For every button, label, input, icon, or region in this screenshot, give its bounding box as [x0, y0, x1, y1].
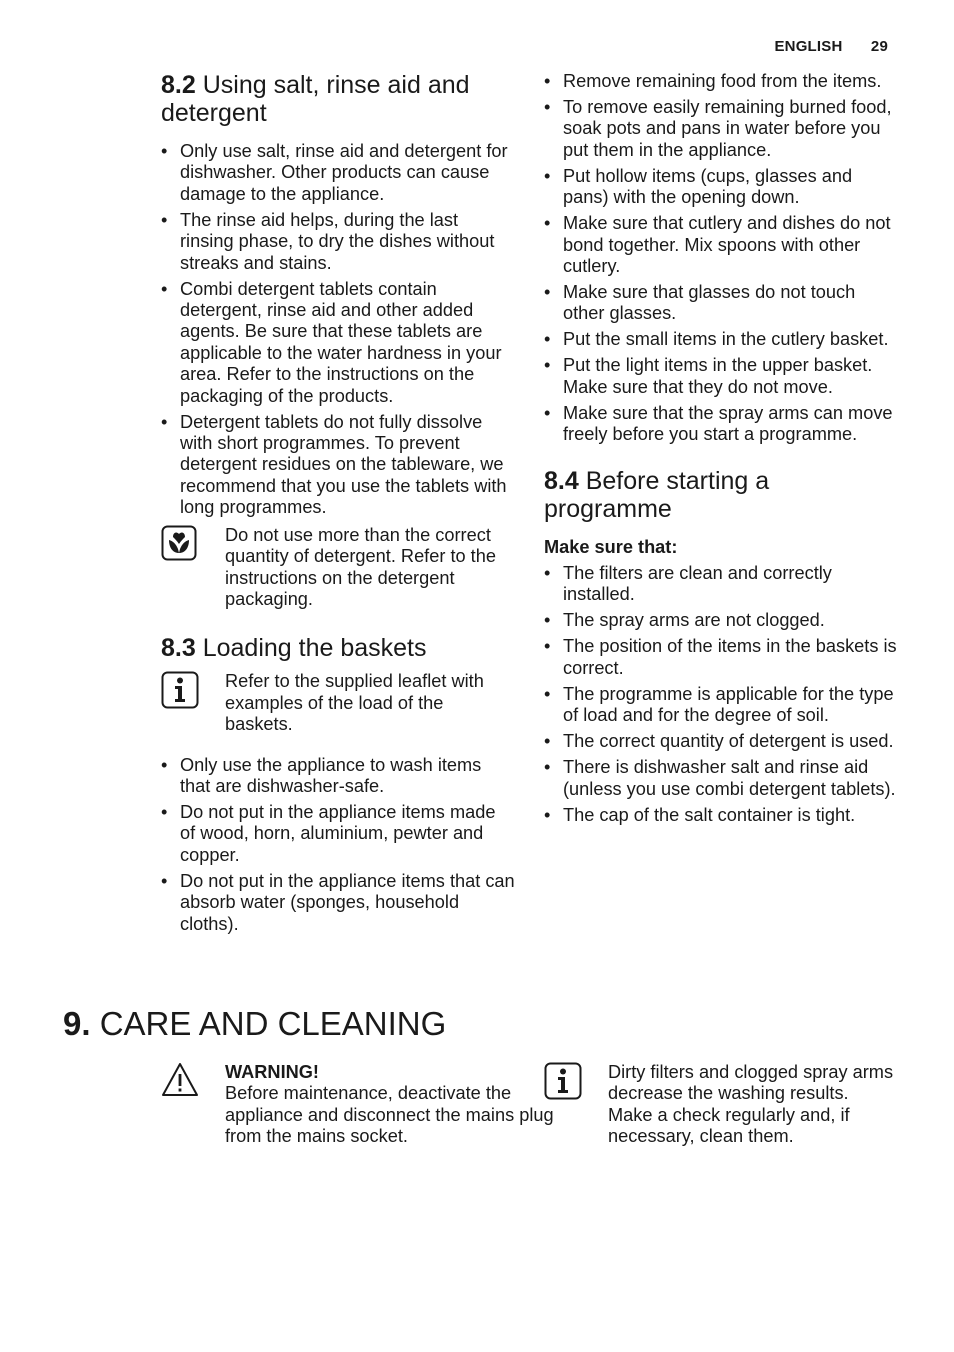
chapter-9-title [63, 1004, 446, 1044]
info-icon [544, 1062, 580, 1098]
section-8-3-title [161, 634, 515, 662]
environment-note-text: Do not use more than the correct quantity of detergent. Refer to the instructions on the detergent packaging. [225, 524, 496, 609]
section-number: 8.4 [544, 466, 579, 495]
care-info-text-2: Make a check regularly and, if necessary, clean them. [608, 1104, 850, 1147]
before-start-list [544, 563, 899, 826]
section-title-text: Using salt, rinse aid and detergent [161, 71, 470, 127]
list-item: • The correct quantity of detergent is used. [544, 731, 899, 752]
list-item: • The rinse aid helps, during the last rinsing phase, to dry the dishes without streaks and stains. [161, 210, 515, 274]
section-number: 8.3 [161, 634, 196, 663]
care-info-note [544, 1062, 938, 1148]
list-item: • Put hollow items (cups, glasses and pans) with the opening down. [544, 166, 899, 209]
warning-note [161, 1062, 581, 1148]
list-item: • Detergent tablets do not fully dissolve with short programmes. To prevent detergent residues on the tableware, we recommend that you use the tablets with long programmes. [161, 412, 515, 519]
language-label: ENGLISH [774, 38, 843, 55]
list-item: • Only use the appliance to wash items that are dishwasher-safe. [161, 755, 515, 798]
list-item: • To remove easily remaining burned food, soak pots and pans in water before you put them in the appliance. [544, 97, 899, 161]
list-item: • Make sure that the spray arms can move freely before you start a programme. [544, 403, 899, 446]
list-item: • Remove remaining food from the items. [544, 71, 899, 92]
list-item: • Make sure that cutlery and dishes do not bond together. Mix spoons with other cutlery. [544, 213, 899, 277]
list-item: • Only use salt, rinse aid and detergent for dishwasher. Other products can cause damage to the appliance. [161, 141, 515, 205]
list-item: • Put the small items in the cutlery basket. [544, 329, 899, 350]
section-title-text: Loading the baskets [202, 634, 427, 663]
list-item: • The filters are clean and correctly installed. [544, 563, 899, 606]
list-item: • Do not put in the appliance items that can absorb water (sponges, household cloths). [161, 871, 515, 935]
warning-icon [161, 1062, 197, 1098]
chapter-number: 9. [63, 1005, 91, 1042]
list-item: • Combi detergent tablets contain detergent, rinse aid and other added agents. Be sure that these tablets are applicable to the water hardness in your area. Refer to the instructions on the packaging of the products. [161, 279, 515, 407]
salt-rinse-detergent-list [161, 141, 515, 519]
section-number: 8.2 [161, 71, 196, 99]
make-sure-label: Make sure that: [544, 536, 678, 557]
info-note [161, 671, 515, 735]
info-note-text: Refer to the supplied leaflet with examples of the load of the baskets. [225, 671, 484, 735]
chapter-title-text: CARE AND CLEANING [99, 1005, 447, 1042]
list-item: • The position of the items in the baskets is correct. [544, 636, 899, 679]
page-number: 29 [870, 38, 888, 55]
left-column [161, 70, 515, 940]
list-item: • Make sure that glasses do not touch other glasses. [544, 282, 899, 325]
warning-text: Before maintenance, deactivate the appliance and disconnect the mains plug from the mains socket. [225, 1083, 554, 1147]
warning-label: WARNING! [225, 1062, 319, 1082]
list-item: • The spray arms are not clogged. [544, 610, 899, 631]
info-icon [161, 671, 197, 707]
loading-list-continued [544, 71, 899, 446]
environment-note [161, 525, 515, 611]
list-item: • The cap of the salt container is tight. [544, 805, 899, 826]
page-header [774, 38, 888, 55]
section-8-2-title [161, 71, 515, 127]
list-item: • The programme is applicable for the type of load and for the degree of soil. [544, 684, 899, 727]
list-item: • Do not put in the appliance items made of wood, horn, aluminium, pewter and copper. [161, 802, 515, 866]
care-info-text-1: Dirty filters and clogged spray arms decrease the washing results. [608, 1062, 894, 1104]
section-title-text: Before starting a programme [544, 466, 770, 523]
right-column [544, 70, 899, 831]
loading-list [161, 755, 515, 935]
list-item: • Put the light items in the upper basket. Make sure that they do not move. [544, 355, 899, 398]
list-item: • There is dishwasher salt and rinse aid (unless you use combi detergent tablets). [544, 757, 899, 800]
section-8-4-title [544, 467, 899, 523]
environment-icon [161, 525, 197, 561]
